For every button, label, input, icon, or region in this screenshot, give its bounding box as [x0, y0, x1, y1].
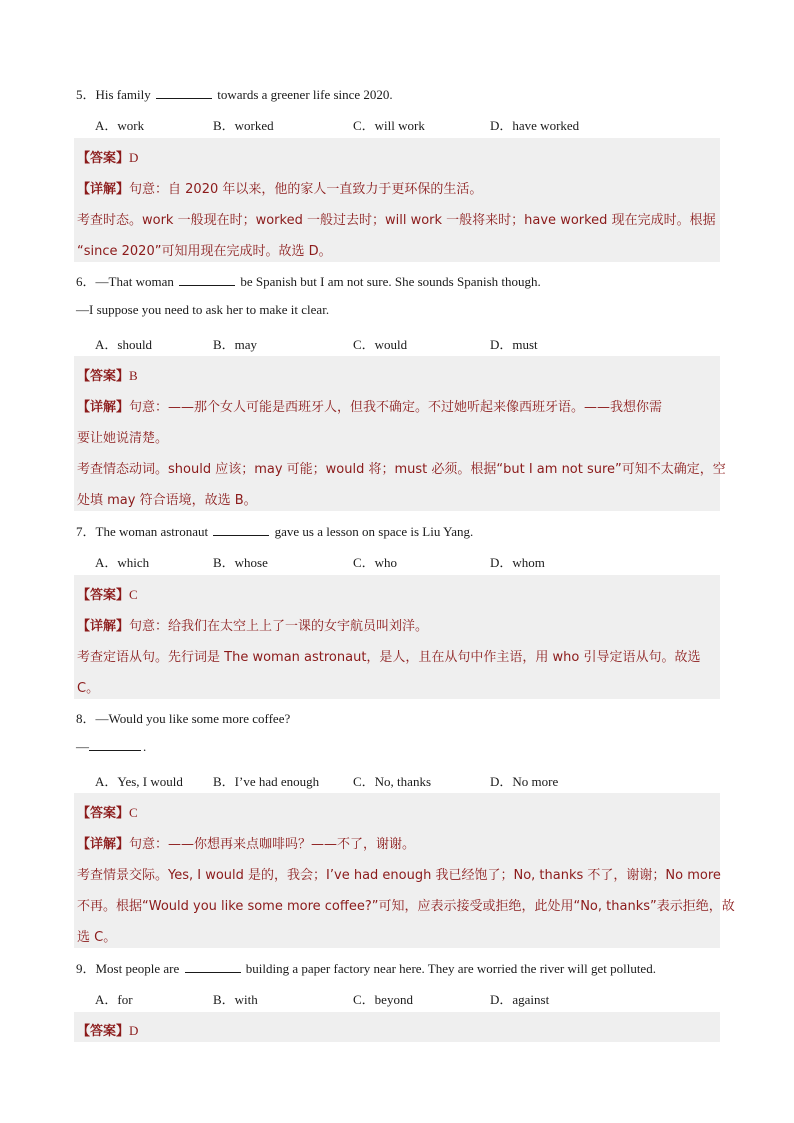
answer-line: 【答案】D [77, 150, 139, 166]
detail-line: 考查定语从句。先行词是 The woman astronaut，是人，且在从句中作主语，用 who 引导定语从句。故选 [77, 650, 701, 665]
option-d: D．have worked [490, 118, 580, 133]
question-9-stem [76, 958, 656, 977]
detail-line: 考查时态。work 一般现在时；worked 一般过去时；will work 一般将来时；have worked 现在完成时。根据 [77, 213, 716, 228]
question-9-answer-box [74, 1012, 720, 1042]
answer-blank [213, 524, 269, 536]
answer-value: C [129, 805, 138, 820]
detail-line: 不再。根据“Would you like some more coffee?”可知，应表示接受或拒绝，此处用“No, thanks”表示拒绝，故 [77, 899, 735, 914]
detail-line: 选 C。 [77, 930, 117, 945]
answer-blank [156, 87, 212, 99]
question-5-stem [76, 84, 393, 103]
option-d: D．against [490, 992, 550, 1007]
answer-value: C [129, 587, 138, 602]
option-c: C．who [353, 555, 398, 570]
option-b: B．whose [213, 555, 268, 570]
detail-line: 考查情态动词。should 应该；may 可能；would 将；must 必须。根据“but I am not sure”可知不太确定，空 [77, 462, 726, 477]
option-c: C．beyond [353, 992, 413, 1007]
option-a: A．for [95, 992, 133, 1007]
question-8-stem-line-2: — . [76, 739, 147, 754]
question-6-stem [76, 271, 541, 290]
detail-line: 【详解】句意：自 2020 年以来，他的家人一直致力于更环保的生活。 [77, 182, 483, 197]
question-7-stem [76, 521, 473, 540]
answer-line: 【答案】D [77, 1023, 139, 1039]
detail-line: 处填 may 符合语境，故选 B。 [77, 493, 257, 508]
question-6-stem-line-2: —I suppose you need to ask her to make it clear. [76, 302, 330, 317]
option-a: A．Yes, I would [95, 774, 183, 789]
answer-line: 【答案】C [77, 805, 138, 821]
question-stem-text: towards a greener life since 2020. [214, 87, 393, 102]
option-c: C．would [353, 337, 408, 352]
question-stem-text: building a paper factory near here. They are worried the river will get polluted. [242, 961, 656, 976]
option-d: D．whom [490, 555, 545, 570]
option-d: D．No more [490, 774, 559, 789]
detail-line: “since 2020”可知用现在完成时。故选 D。 [77, 244, 332, 259]
answer-value: B [129, 368, 138, 383]
question-stem-text: be Spanish but I am not sure. She sounds Spanish though. [237, 274, 541, 289]
detail-line: 【详解】句意：——那个女人可能是西班牙人，但我不确定。不过她听起来像西班牙语。——我想你需 [77, 400, 663, 415]
answer-value: D [129, 150, 139, 165]
question-stem-text: 9．Most people are [76, 961, 183, 976]
question-8-stem: 8．—Would you like some more coffee? [76, 711, 291, 726]
question-stem-text: gave us a lesson on space is Liu Yang. [271, 524, 474, 539]
question-8-answer-box [74, 793, 735, 948]
option-a: A．which [95, 555, 150, 570]
option-b: B．worked [213, 118, 274, 133]
option-b: B．I’ve had enough [213, 774, 320, 789]
question-stem-text: 7．The woman astronaut [76, 524, 212, 539]
question-stem-text: 6．—That woman [76, 274, 178, 289]
detail-line: 要让她说清楚。 [77, 431, 169, 446]
option-b: B．with [213, 992, 258, 1007]
answer-line: 【答案】C [77, 587, 138, 603]
answer-value: D [129, 1023, 139, 1038]
option-b: B．may [213, 337, 258, 352]
option-c: C．will work [353, 118, 425, 133]
answer-blank [179, 274, 235, 286]
detail-line: 【详解】句意：——你想再来点咖啡吗？——不了，谢谢。 [77, 837, 416, 852]
answer-line: 【答案】B [77, 368, 138, 384]
detail-line: 【详解】句意：给我们在太空上上了一课的女宇航员叫刘洋。 [77, 619, 429, 634]
option-a: A．work [95, 118, 145, 133]
question-6-answer-box [74, 356, 726, 511]
question-7-answer-box [74, 575, 720, 699]
question-stem-text: 5．His family [76, 87, 154, 102]
detail-line: 考查情景交际。Yes, I would 是的，我会；I’ve had enough 我已经饱了；No, thanks 不了，谢谢；No more [77, 868, 721, 883]
option-a: A．should [95, 337, 153, 352]
answer-blank [185, 961, 241, 973]
question-5-answer-box [74, 138, 720, 262]
detail-line: C。 [77, 681, 100, 696]
answer-blank [89, 739, 141, 751]
option-d: D．must [490, 337, 538, 352]
option-c: C．No, thanks [353, 774, 432, 789]
